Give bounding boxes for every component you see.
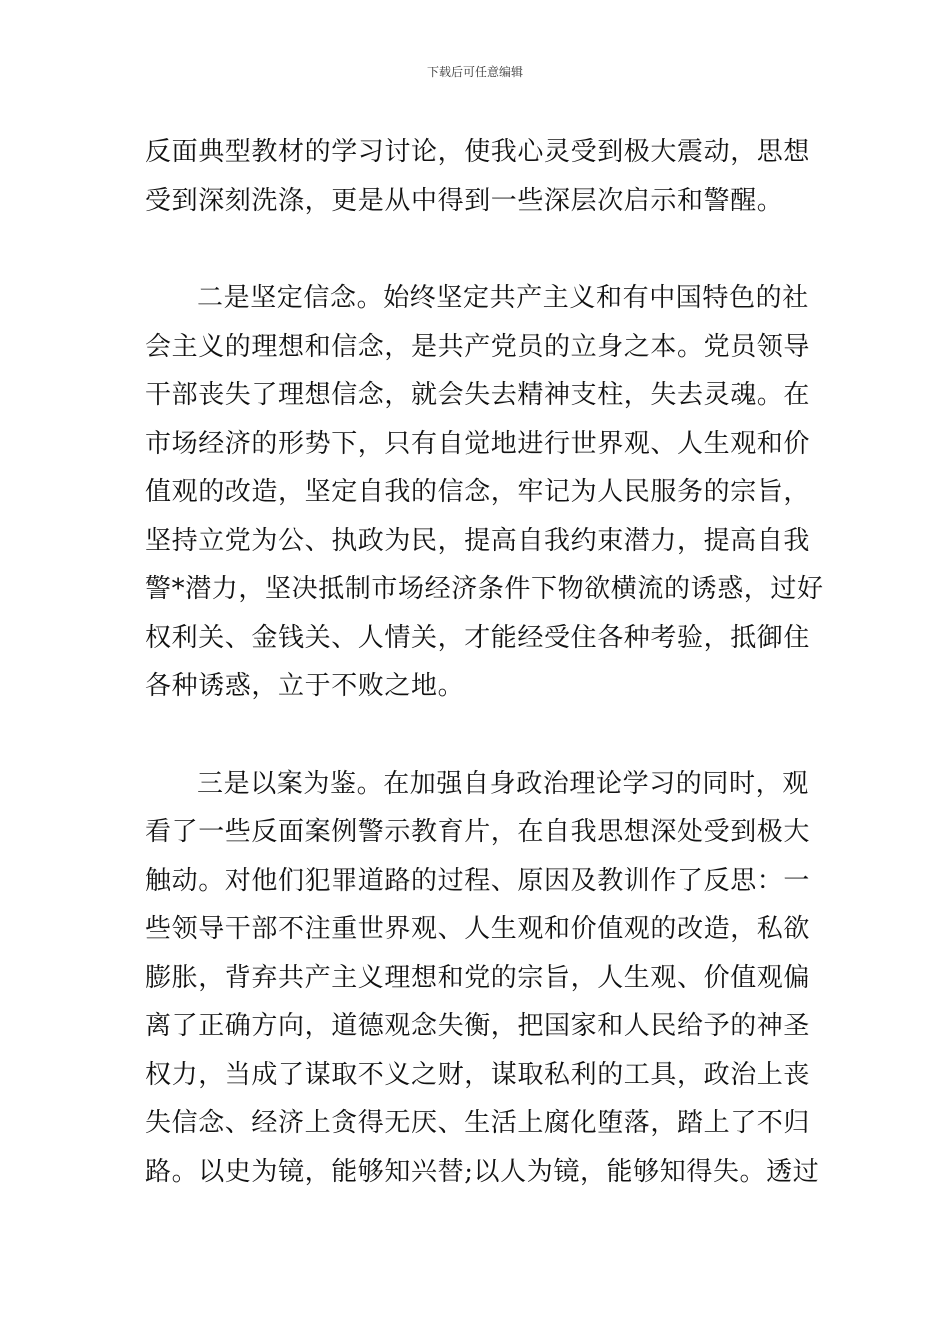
text-line: 会主义的理想和信念，是共产党员的立身之本。党员领导 [145,331,811,362]
text-line: 市场经济的形势下，只有自觉地进行世界观、人生观和价 [145,428,811,459]
text-line: 坚持立党为公、执政为民，提高自我约束潜力，提高自我 [145,525,811,556]
document-body [145,128,824,1196]
text-line: 触动。对他们犯罪道路的过程、原因及教训作了反思：一 [145,865,811,896]
text-line: 各种诱惑，立于不败之地。 [145,671,465,701]
text-line: 权力，当成了谋取不义之财，谋取私利的工具，政治上丧 [145,1059,811,1090]
text-line: 些领导干部不注重世界观、人生观和价值观的改造，私欲 [145,914,811,944]
text-line: 反面典型教材的学习讨论，使我心灵受到极大震动，思想 [145,137,811,167]
paragraph-firm-belief [145,274,824,711]
text-line: 值观的改造，坚定自我的信念，牢记为人民服务的宗旨， [145,477,811,507]
text-line: 干部丧失了理想信念，就会失去精神支柱，失去灵魂。在 [145,380,811,410]
text-line: 看了一些反面案例警示教育片，在自我思想深处受到极大 [145,817,811,847]
text-line: 失信念、经济上贪得无厌、生活上腐化堕落，踏上了不归 [145,1108,811,1138]
text-line: 二是坚定信念。始终坚定共产主义和有中国特色的社 [197,283,809,313]
text-line: 警*潜力，坚决抵制市场经济条件下物欲横流的诱惑，过好 [145,574,824,604]
text-line: 权利关、金钱关、人情关，才能经受住各种考验，抵御住 [145,622,811,653]
paragraph-case-lessons [145,760,820,1197]
text-line: 路。以史为镜，能够知兴替;以人为镜，能够知得失。透过 [145,1156,820,1187]
text-line: 膨胀，背弃共产主义理想和党的宗旨，人生观、价值观偏 [145,962,811,993]
text-line: 离了正确方向，道德观念失衡，把国家和人民给予的神圣 [145,1011,811,1041]
text-line: 三是以案为鉴。在加强自身政治理论学习的同时，观 [197,768,809,799]
text-line: 受到深刻洗涤，更是从中得到一些深层次启示和警醒。 [145,185,784,216]
page-header: 下载后可任意编辑 [426,65,523,79]
paragraph-continuation [145,128,810,225]
